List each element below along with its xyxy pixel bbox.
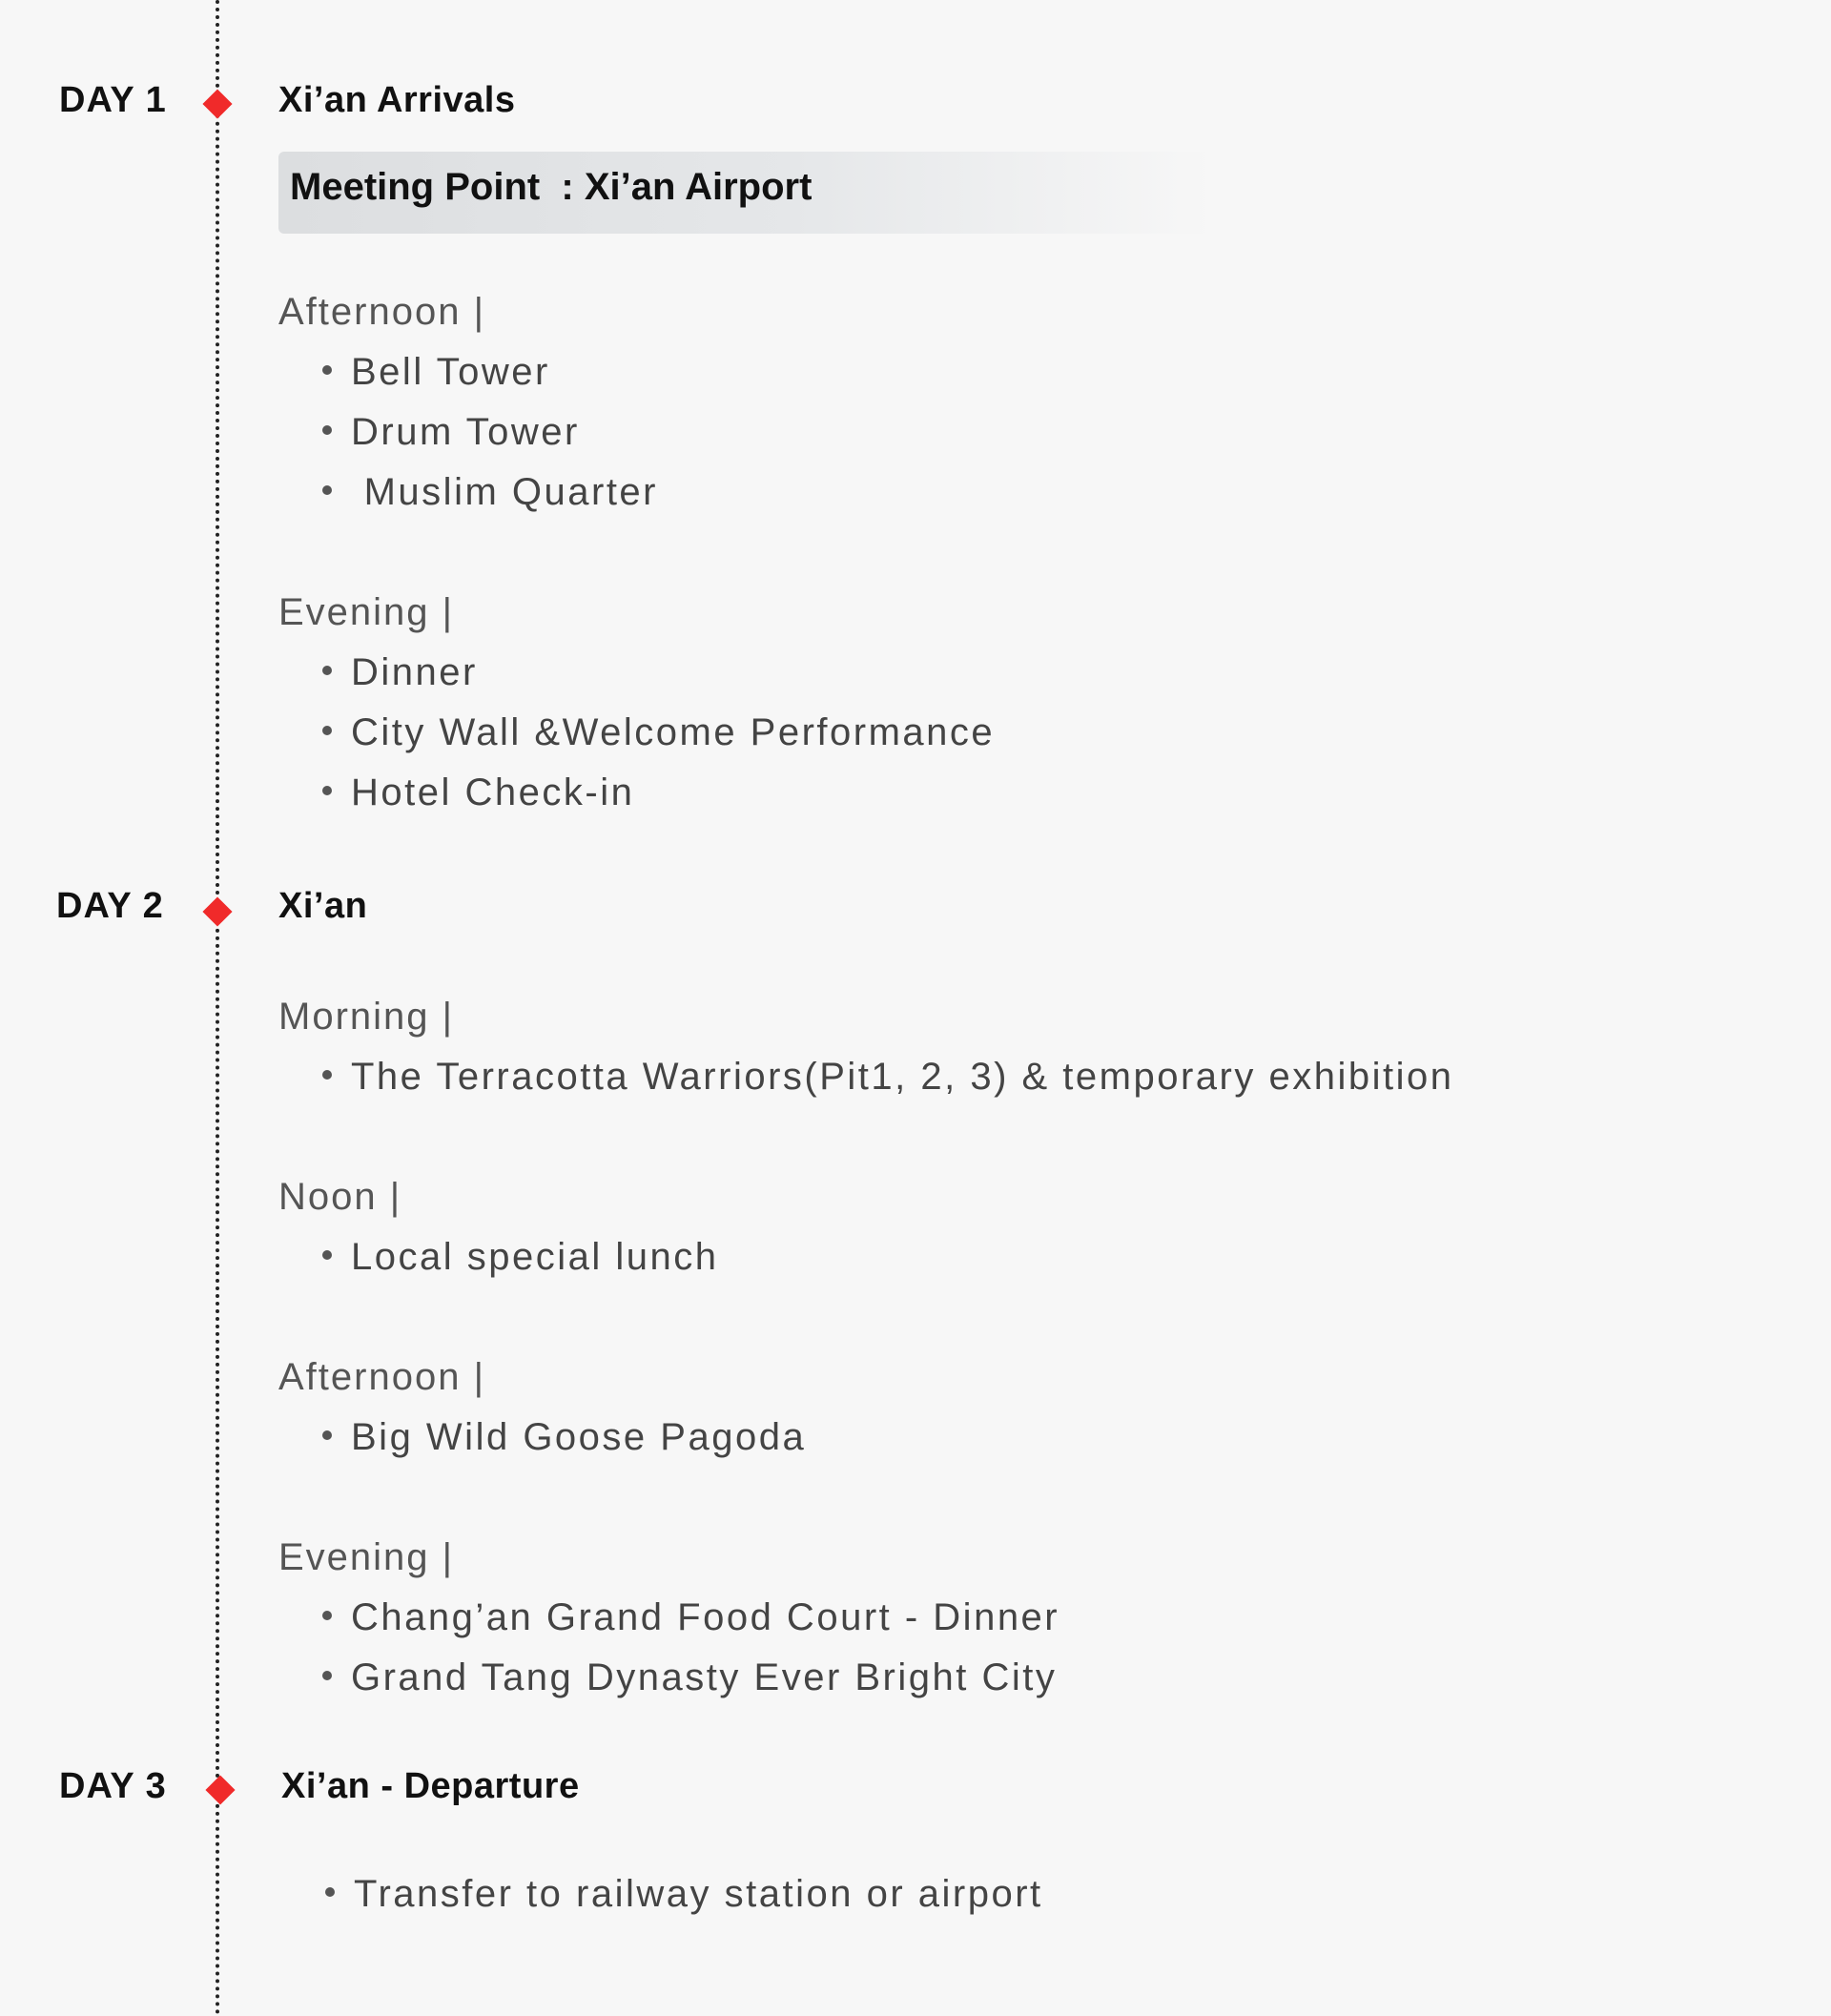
period-heading: Evening | — [278, 591, 455, 633]
timeline-marker-icon — [202, 89, 232, 118]
period-heading: Noon | — [278, 1176, 402, 1218]
bullet-icon — [322, 485, 332, 495]
bullet-icon — [322, 1070, 332, 1080]
list-item: Transfer to railway station or airport — [325, 1873, 1043, 1916]
day-label: DAY 1 — [59, 80, 167, 120]
list-item: Drum Tower — [322, 411, 580, 454]
list-item: Bell Tower — [322, 351, 550, 394]
bullet-icon — [322, 1611, 332, 1620]
bullet-icon — [322, 666, 332, 675]
day-title: Xi’an — [278, 886, 368, 926]
timeline-line — [216, 0, 219, 2016]
day-label: DAY 2 — [56, 886, 164, 926]
bullet-icon — [322, 1430, 332, 1440]
meeting-point-box — [278, 152, 1213, 234]
list-item: Hotel Check-in — [322, 771, 634, 814]
day-title: Xi’an Arrivals — [278, 80, 516, 120]
bullet-icon — [325, 1887, 335, 1897]
list-item: Muslim Quarter — [322, 471, 658, 514]
bullet-icon — [322, 365, 332, 375]
list-item: Local special lunch — [322, 1236, 719, 1279]
list-item: The Terracotta Warriors(Pit1, 2, 3) & temporary exhibition — [322, 1056, 1453, 1099]
period-heading: Afternoon | — [278, 1356, 485, 1398]
bullet-icon — [322, 1250, 332, 1260]
period-heading: Evening | — [278, 1536, 455, 1578]
day-title: Xi’an - Departure — [281, 1766, 580, 1806]
period-heading: Morning | — [278, 996, 455, 1038]
meeting-point-text: Meeting Point : Xi’an Airport — [290, 165, 813, 208]
bullet-icon — [322, 726, 332, 735]
day-label: DAY 3 — [59, 1766, 167, 1806]
list-item: Dinner — [322, 651, 478, 694]
list-item: Chang’an Grand Food Court - Dinner — [322, 1596, 1060, 1639]
list-item: Grand Tang Dynasty Ever Bright City — [322, 1656, 1057, 1699]
bullet-icon — [322, 425, 332, 435]
bullet-icon — [322, 1671, 332, 1680]
timeline-marker-icon — [205, 1775, 235, 1804]
bullet-icon — [322, 786, 332, 795]
list-item: Big Wild Goose Pagoda — [322, 1416, 806, 1459]
list-item: City Wall &Welcome Performance — [322, 711, 995, 754]
period-heading: Afternoon | — [278, 291, 485, 333]
timeline-marker-icon — [202, 896, 232, 926]
